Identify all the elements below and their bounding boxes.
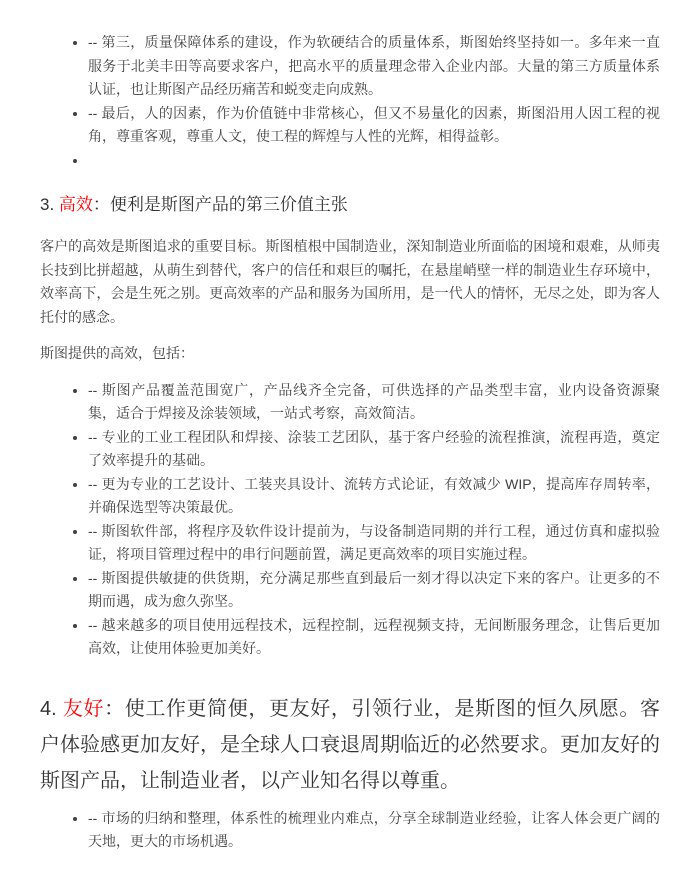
list-item-empty <box>88 149 660 173</box>
section3-intro-paragraph: 客户的高效是斯图追求的重要目标。斯图植根中国制造业，深知制造业所面临的困境和艰难，从师夷长技到比拼超越，从萌生到替代，客户的信任和艰巨的嘱托，在悬崖峭壁一样的制造业生存环境中，效率高下，会是生死之别。更高效率的产品和服务为国所用，是一代人的情怀，无尽之处，即为客人托付的感念。 <box>40 238 660 325</box>
section4-heading-highlight: 友好 <box>62 697 105 720</box>
section4-heading-number: 4. <box>40 697 63 720</box>
section3-heading-highlight: 高效 <box>58 195 93 214</box>
list-item: • -- 更为专业的工艺设计、工装夹具设计、流转方式论证，有效减少 WIP，提高库存周转率，并确保选型等决策最优。 <box>88 473 660 520</box>
section3-list-lead-paragraph: 斯图提供的高效，包括： <box>40 345 194 361</box>
list-item: • -- 市场的归纳和整理，体系性的梳理业内难点，分享全球制造业经验，让客人体会更广阔的天地，更大的市场机遇。 <box>88 807 660 854</box>
quality-bullet-list <box>40 31 660 172</box>
section3-heading <box>40 192 660 218</box>
list-item: • -- 专业的工业工程团队和焊接、涂装工艺团队，基于客户经验的流程推演，流程再造，奠定了效率提升的基础。 <box>88 426 660 473</box>
list-item: • -- 斯图软件部，将程序及软件设计提前为，与设备制造同期的并行工程，通过仿真和虚拟验证，将项目管理过程中的串行问题前置，满足更高效率的项目实施过程。 <box>88 520 660 567</box>
section4-heading <box>40 691 660 799</box>
list-item: • -- 最后，人的因素，作为价值链中非常核心，但又不易量化的因素，斯图沿用人因工程的视角，尊重客观，尊重人文，使工程的辉煌与人性的光辉，相得益彰。 <box>88 102 660 149</box>
list-item: • -- 越来越多的项目使用远程技术，远程控制，远程视频支持，无间断服务理念，让售后更加高效，让使用体验更加美好。 <box>88 614 660 661</box>
list-item: • -- 斯图提供敏捷的供货期，充分满足那些直到最后一刻才得以决定下来的客户。让更多的不期而遇，成为愈久弥坚。 <box>88 567 660 614</box>
section3-heading-number: 3. <box>40 195 59 214</box>
list-item: • -- 第三，质量保障体系的建设，作为软硬结合的质量体系，斯图始终坚持如一。多年来一直服务于北美丰田等高要求客户，把高水平的质量理念带入企业内部。大量的第三方质量体系认证，也让斯图产品经历痛苦和蜕变走向成熟。 <box>88 31 660 102</box>
section3-heading-text: ：便利是斯图产品的第三价值主张 <box>92 195 348 214</box>
efficiency-bullet-list <box>40 379 660 661</box>
list-item: • -- 斯图产品覆盖范围宽广，产品线齐全完备，可供选择的产品类型丰富，业内设备资源聚集，适合于焊接及涂装领域，一站式考察，高效简洁。 <box>88 379 660 426</box>
section4-heading-text: ：使工作更简便，更友好，引领行业，是斯图的恒久夙愿。客户体验感更加友好，是全球人口衰退周期临近的必然要求。更加友好的斯图产品，让制造业者，以产业知名得以尊重。 <box>40 697 661 792</box>
friendly-bullet-list <box>40 807 660 854</box>
